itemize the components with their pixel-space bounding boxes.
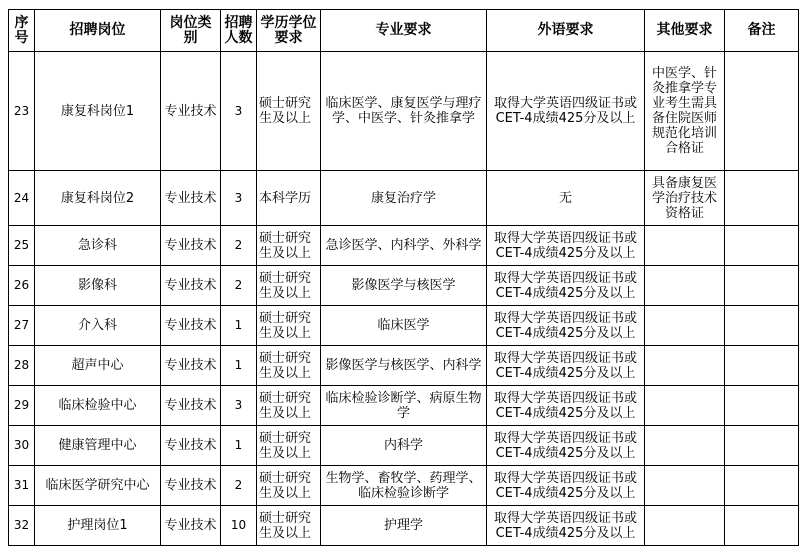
cell-post: 超声中心	[35, 346, 161, 386]
cell-note	[725, 52, 799, 171]
cell-post: 影像科	[35, 266, 161, 306]
cell-category: 专业技术	[161, 171, 221, 226]
cell-note	[725, 266, 799, 306]
table-row	[9, 466, 799, 506]
cell-seq: 32	[9, 506, 35, 546]
header-note: 备注	[725, 10, 799, 52]
cell-seq: 31	[9, 466, 35, 506]
table-row	[9, 52, 799, 171]
cell-edu: 硕士研究生及以上	[257, 226, 321, 266]
header-other: 其他要求	[645, 10, 725, 52]
cell-category: 专业技术	[161, 346, 221, 386]
cell-seq: 26	[9, 266, 35, 306]
cell-seq: 27	[9, 306, 35, 346]
cell-category: 专业技术	[161, 52, 221, 171]
cell-edu: 硕士研究生及以上	[257, 426, 321, 466]
cell-note	[725, 426, 799, 466]
cell-edu: 本科学历	[257, 171, 321, 226]
cell-count: 2	[221, 466, 257, 506]
cell-count: 1	[221, 306, 257, 346]
cell-other	[645, 306, 725, 346]
cell-count: 10	[221, 506, 257, 546]
cell-lang: 取得大学英语四级证书或CET-4成绩425分及以上	[487, 346, 645, 386]
header-seq: 序号	[9, 10, 35, 52]
table-row	[9, 171, 799, 226]
table-row	[9, 266, 799, 306]
cell-post: 临床医学研究中心	[35, 466, 161, 506]
table-row	[9, 226, 799, 266]
cell-category: 专业技术	[161, 386, 221, 426]
cell-edu: 硕士研究生及以上	[257, 52, 321, 171]
cell-post: 康复科岗位2	[35, 171, 161, 226]
cell-note	[725, 466, 799, 506]
cell-edu: 硕士研究生及以上	[257, 266, 321, 306]
cell-count: 3	[221, 386, 257, 426]
cell-edu: 硕士研究生及以上	[257, 506, 321, 546]
cell-lang: 取得大学英语四级证书或CET-4成绩425分及以上	[487, 506, 645, 546]
cell-lang: 取得大学英语四级证书或CET-4成绩425分及以上	[487, 266, 645, 306]
cell-major: 护理学	[321, 506, 487, 546]
cell-major: 临床检验诊断学、病原生物学	[321, 386, 487, 426]
cell-lang: 无	[487, 171, 645, 226]
cell-seq: 29	[9, 386, 35, 426]
cell-edu: 硕士研究生及以上	[257, 466, 321, 506]
recruitment-table	[8, 9, 799, 546]
cell-category: 专业技术	[161, 306, 221, 346]
cell-major: 影像医学与核医学	[321, 266, 487, 306]
cell-note	[725, 171, 799, 226]
cell-note	[725, 346, 799, 386]
cell-post: 急诊科	[35, 226, 161, 266]
cell-edu: 硕士研究生及以上	[257, 386, 321, 426]
cell-other	[645, 226, 725, 266]
cell-other: 中医学、针灸推拿学专业考生需具备住院医师规范化培训合格证	[645, 52, 725, 171]
cell-other: 具备康复医学治疗技术资格证	[645, 171, 725, 226]
table-row	[9, 346, 799, 386]
cell-count: 3	[221, 52, 257, 171]
cell-major: 临床医学、康复医学与理疗学、中医学、针灸推拿学	[321, 52, 487, 171]
cell-lang: 取得大学英语四级证书或CET-4成绩425分及以上	[487, 426, 645, 466]
table-row	[9, 426, 799, 466]
cell-post: 临床检验中心	[35, 386, 161, 426]
cell-lang: 取得大学英语四级证书或CET-4成绩425分及以上	[487, 466, 645, 506]
cell-note	[725, 386, 799, 426]
cell-category: 专业技术	[161, 266, 221, 306]
cell-lang: 取得大学英语四级证书或CET-4成绩425分及以上	[487, 226, 645, 266]
cell-other	[645, 386, 725, 426]
header-edu: 学历学位要求	[257, 10, 321, 52]
header-major: 专业要求	[321, 10, 487, 52]
cell-seq: 23	[9, 52, 35, 171]
header-lang: 外语要求	[487, 10, 645, 52]
cell-post: 介入科	[35, 306, 161, 346]
cell-edu: 硕士研究生及以上	[257, 346, 321, 386]
cell-other	[645, 506, 725, 546]
cell-seq: 28	[9, 346, 35, 386]
table-row	[9, 386, 799, 426]
header-row	[9, 10, 799, 52]
cell-lang: 取得大学英语四级证书或CET-4成绩425分及以上	[487, 52, 645, 171]
cell-note	[725, 226, 799, 266]
cell-major: 急诊医学、内科学、外科学	[321, 226, 487, 266]
cell-other	[645, 266, 725, 306]
cell-seq: 24	[9, 171, 35, 226]
cell-seq: 25	[9, 226, 35, 266]
cell-major: 康复治疗学	[321, 171, 487, 226]
cell-note	[725, 306, 799, 346]
cell-post: 健康管理中心	[35, 426, 161, 466]
cell-other	[645, 346, 725, 386]
cell-category: 专业技术	[161, 426, 221, 466]
cell-post: 护理岗位1	[35, 506, 161, 546]
header-category: 岗位类别	[161, 10, 221, 52]
cell-lang: 取得大学英语四级证书或CET-4成绩425分及以上	[487, 306, 645, 346]
cell-other	[645, 466, 725, 506]
cell-post: 康复科岗位1	[35, 52, 161, 171]
cell-seq: 30	[9, 426, 35, 466]
cell-count: 1	[221, 346, 257, 386]
table-row	[9, 306, 799, 346]
cell-count: 2	[221, 266, 257, 306]
cell-category: 专业技术	[161, 226, 221, 266]
cell-other	[645, 426, 725, 466]
cell-note	[725, 506, 799, 546]
cell-major: 生物学、畜牧学、药理学、临床检验诊断学	[321, 466, 487, 506]
cell-count: 2	[221, 226, 257, 266]
table-row	[9, 506, 799, 546]
cell-count: 3	[221, 171, 257, 226]
cell-lang: 取得大学英语四级证书或CET-4成绩425分及以上	[487, 386, 645, 426]
cell-major: 临床医学	[321, 306, 487, 346]
cell-category: 专业技术	[161, 466, 221, 506]
cell-count: 1	[221, 426, 257, 466]
header-post: 招聘岗位	[35, 10, 161, 52]
cell-category: 专业技术	[161, 506, 221, 546]
header-count: 招聘人数	[221, 10, 257, 52]
cell-major: 影像医学与核医学、内科学	[321, 346, 487, 386]
cell-edu: 硕士研究生及以上	[257, 306, 321, 346]
cell-major: 内科学	[321, 426, 487, 466]
